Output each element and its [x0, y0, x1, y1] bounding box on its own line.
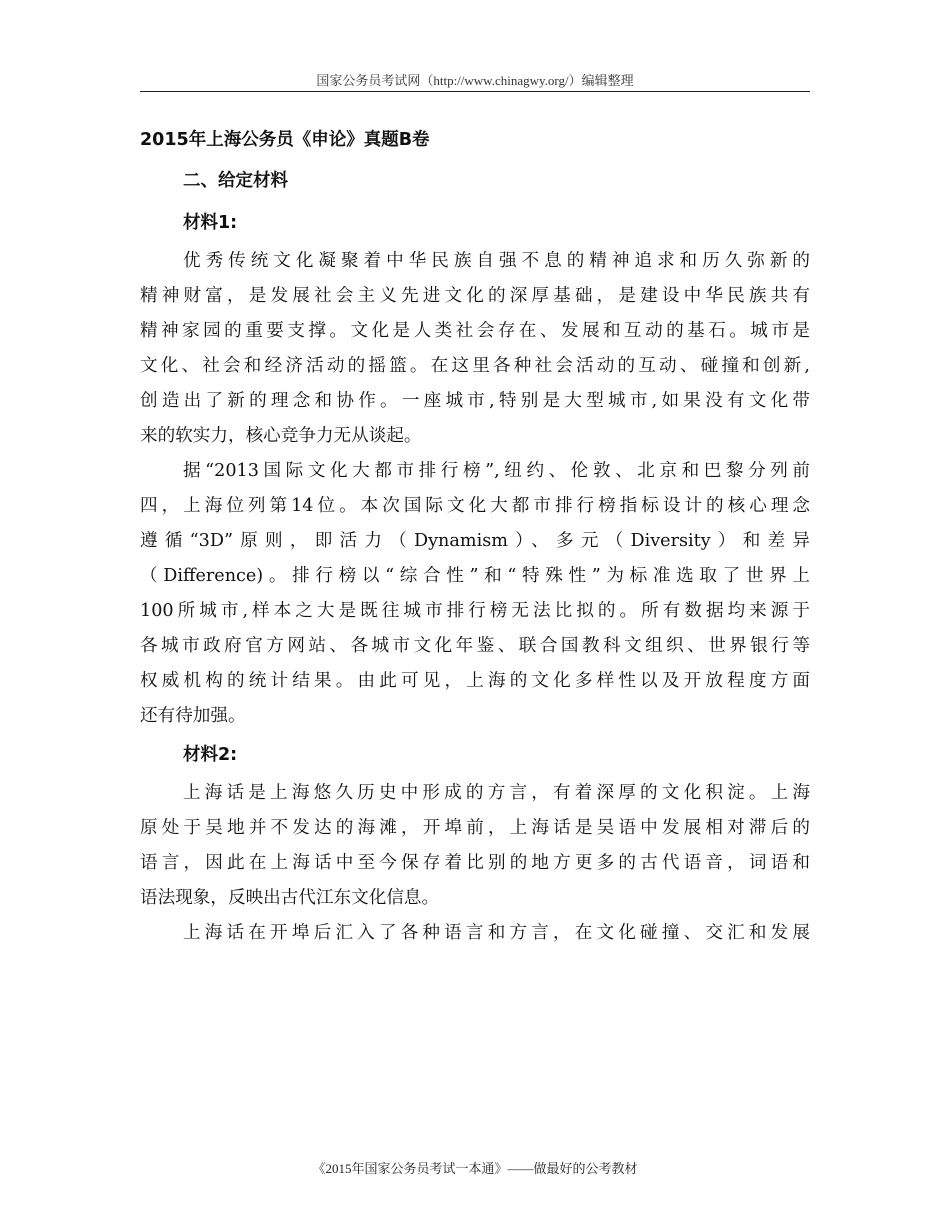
material-2-paragraph-2	[140, 916, 810, 951]
page-footer: 《2015年国家公务员考试一本通》——做最好的公考教材	[312, 1161, 638, 1176]
text-line: 语言，因此在上海话中至今保存着比别的地方更多的古代语音，词语和	[140, 853, 810, 873]
material-2-paragraph-1	[140, 776, 810, 916]
document-title: 2015年上海公务员《申论》真题B卷	[140, 130, 430, 150]
material-1-paragraph-2	[140, 454, 810, 734]
material-2-heading: 材料2:	[183, 745, 238, 765]
text-line: 权威机构的统计结果。由此可见，上海的文化多样性以及开放程度方面	[140, 671, 810, 691]
page-header: 国家公务员考试网（http://www.chinagwy.org/）编辑整理	[316, 73, 634, 88]
section-heading: 二、给定材料	[183, 171, 288, 191]
text-line: 上海话是上海悠久历史中形成的方言，有着深厚的文化积淀。上海	[183, 783, 810, 803]
text-line: 据“2013国际文化大都市排行榜”,纽约、伦敦、北京和巴黎分列前	[183, 461, 810, 481]
header-divider	[140, 91, 810, 92]
text-line: 各城市政府官方网站、各城市文化年鉴、联合国教科文组织、世界银行等	[140, 636, 810, 656]
text-line: 优秀传统文化凝聚着中华民族自强不息的精神追求和历久弥新的	[183, 251, 810, 271]
text-line: 精神家园的重要支撑。文化是人类社会存在、发展和互动的基石。城市是	[140, 321, 810, 341]
text-line: 语法现象，反映出古代江东文化信息。	[140, 888, 440, 908]
text-line: 还有待加强。	[140, 706, 246, 726]
material-1-heading: 材料1:	[183, 213, 238, 233]
text-line: 100所城市,样本之大是既往城市排行榜无法比拟的。所有数据均来源于	[140, 601, 810, 621]
text-line: 创造出了新的理念和协作。一座城市,特别是大型城市,如果没有文化带	[140, 391, 810, 411]
text-line: （Difference)。排行榜以“综合性”和“特殊性”为标准选取了世界上	[140, 566, 810, 586]
text-line: 文化、社会和经济活动的摇篮。在这里各种社会活动的互动、碰撞和创新,	[140, 356, 810, 376]
text-line: 四，上海位列第14位。本次国际文化大都市排行榜指标设计的核心理念	[140, 496, 810, 516]
document-body	[140, 120, 810, 951]
material-1-paragraph-1	[140, 244, 810, 454]
text-line: 来的软实力，核心竞争力无从谈起。	[140, 426, 422, 446]
text-line: 精神财富，是发展社会主义先进文化的深厚基础，是建设中华民族共有	[140, 286, 810, 306]
text-line: 遵循“3D”原则，即活力（Dynamism）、多元（Diversity）和差异	[140, 531, 810, 551]
text-line: 原处于吴地并不发达的海滩，开埠前，上海话是吴语中发展相对滞后的	[140, 818, 810, 838]
text-line: 上海话在开埠后汇入了各种语言和方言，在文化碰撞、交汇和发展	[183, 923, 810, 943]
